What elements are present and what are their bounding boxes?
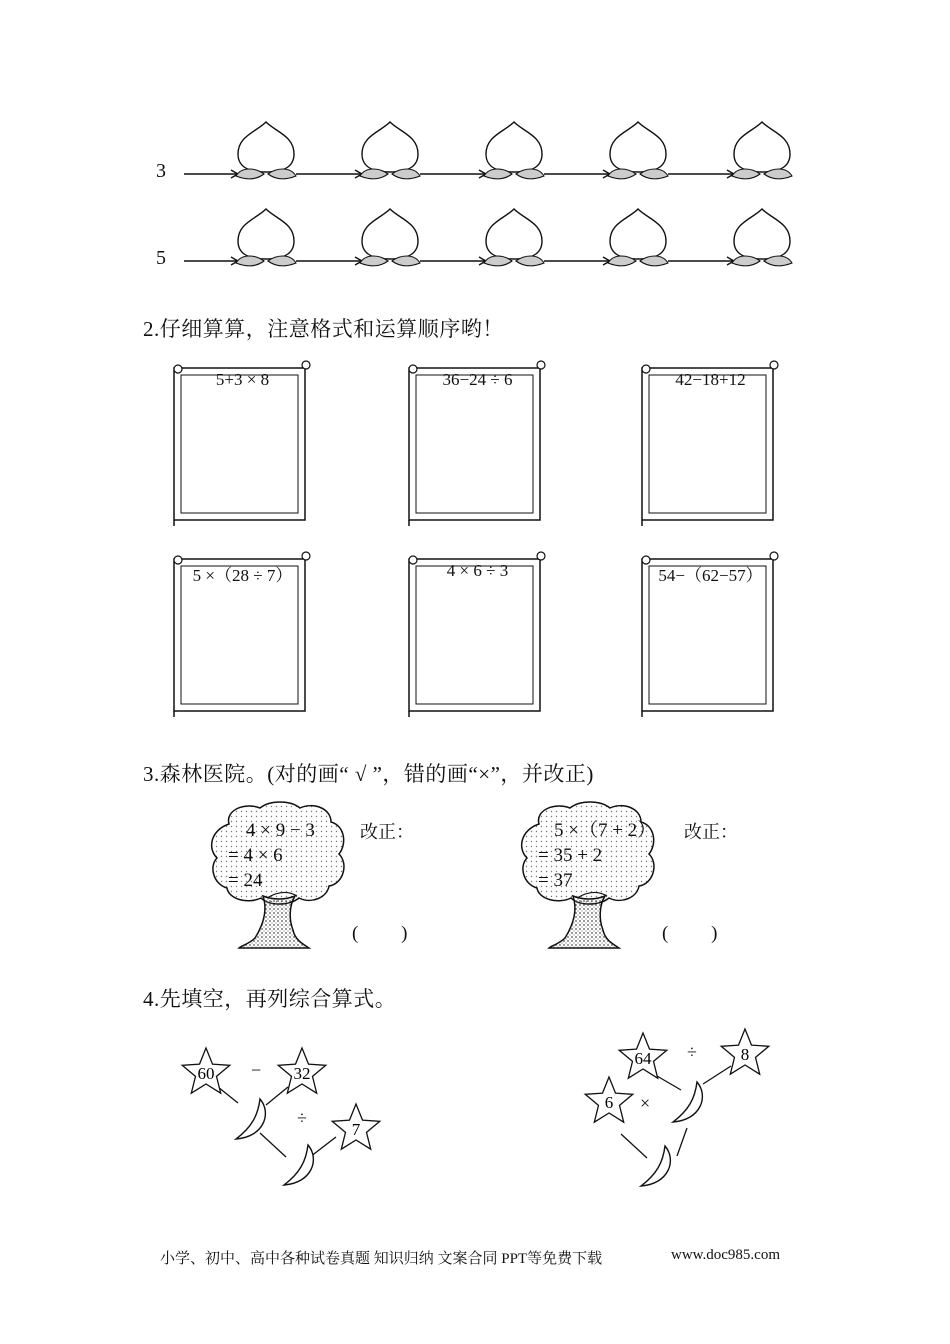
calc-card[interactable]: [638, 551, 783, 719]
footer-url[interactable]: www.doc985.com: [671, 1247, 781, 1263]
calc-line: 5 ×（7 + 2）: [554, 820, 657, 841]
svg-text:7: 7: [351, 1120, 361, 1139]
operator-label: ÷: [687, 1042, 697, 1062]
tree-calculation: [228, 818, 315, 893]
peach-chain-2: [172, 205, 802, 277]
correction-label: 改正：: [360, 822, 414, 842]
svg-text:32: 32: [293, 1064, 311, 1083]
peach-blank[interactable]: [732, 209, 792, 266]
svg-text:6: 6: [604, 1093, 614, 1112]
peach-blank[interactable]: [484, 209, 544, 266]
footer-text: 小学、初中、高中各种试卷真题 知识归纳 文案合同 PPT等免费下载: [160, 1251, 603, 1267]
peach-blank[interactable]: [360, 209, 420, 266]
answer-parentheses[interactable]: ( ): [352, 923, 408, 944]
card-expression: 4 × 6 ÷ 3: [446, 561, 509, 580]
left-tree-diagram: [170, 1035, 410, 1195]
operator-label: ÷: [297, 1108, 307, 1128]
peach-blank[interactable]: [236, 122, 296, 179]
calc-line: = 37: [538, 870, 573, 891]
operator-label: ×: [640, 1093, 651, 1113]
calc-line: = 35 + 2: [538, 845, 603, 866]
peach-blank[interactable]: [608, 209, 668, 266]
section-3-heading: 3.森林医院。(对的画“ √ ”，错的画“×”，并改正): [143, 762, 594, 786]
moon-blank[interactable]: [236, 1099, 265, 1139]
calc-card[interactable]: [638, 360, 783, 528]
peach-blank[interactable]: [484, 122, 544, 179]
card-expression: 5+3 × 8: [215, 370, 270, 389]
peach-blank[interactable]: [732, 122, 792, 179]
star-number: [619, 1033, 667, 1078]
calc-line: = 4 × 6: [228, 845, 283, 866]
peach-blank[interactable]: [360, 122, 420, 179]
peach-blank[interactable]: [608, 122, 668, 179]
calc-card[interactable]: [170, 360, 315, 528]
peach-blank[interactable]: [236, 209, 296, 266]
correction-label: 改正：: [684, 822, 738, 842]
operator-label: −: [251, 1060, 262, 1080]
answer-parentheses[interactable]: ( ): [662, 923, 718, 944]
chain-2-start: 5: [156, 247, 166, 269]
right-tree-diagram: [575, 1022, 795, 1192]
calc-line: 4 × 9 − 3: [246, 820, 315, 841]
moon-blank[interactable]: [641, 1146, 670, 1186]
card-expression: 54−（62−57）: [658, 566, 763, 585]
svg-text:60: 60: [197, 1064, 215, 1083]
calc-card[interactable]: [170, 551, 315, 719]
calc-card[interactable]: [405, 360, 550, 528]
card-expression: 5 ×（28 ÷ 7）: [192, 566, 293, 585]
svg-text:8: 8: [740, 1045, 750, 1064]
star-number: [585, 1077, 633, 1122]
section-2-heading: 2.仔细算算，注意格式和运算顺序哟！: [143, 317, 504, 341]
calc-line: = 24: [228, 870, 263, 891]
tree-calculation: [538, 818, 656, 893]
svg-text:64: 64: [634, 1049, 652, 1068]
moon-blank[interactable]: [284, 1145, 313, 1185]
chain-1-start: 3: [156, 160, 166, 182]
section-4-heading: 4.先填空，再列综合算式。: [143, 987, 397, 1011]
card-expression: 42−18+12: [675, 370, 746, 389]
star-number: [182, 1048, 230, 1093]
peach-chain-1: [172, 118, 802, 190]
star-number: [332, 1104, 380, 1149]
card-expression: 36−24 ÷ 6: [442, 370, 513, 389]
star-number: [278, 1048, 326, 1093]
calc-card[interactable]: [405, 551, 550, 719]
